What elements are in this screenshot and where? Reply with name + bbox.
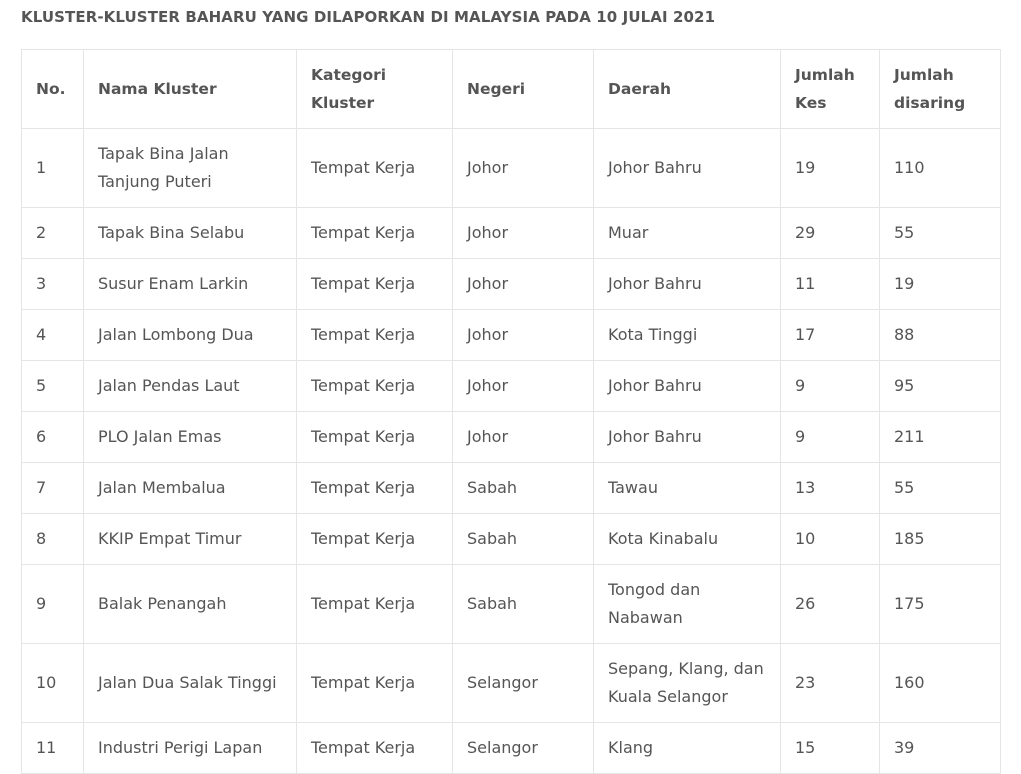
cell-negeri: Johor <box>453 208 594 259</box>
table-row <box>22 208 1001 259</box>
cell-jumlah-disaring: 55 <box>880 463 1001 514</box>
table-row <box>22 723 1001 774</box>
cell-negeri: Sabah <box>453 565 594 644</box>
cell-jumlah-disaring: 211 <box>880 412 1001 463</box>
cell-kategori-kluster: Tempat Kerja <box>297 723 453 774</box>
table-row <box>22 463 1001 514</box>
cell-jumlah-kes: 9 <box>781 361 880 412</box>
header-jumlah-disaring: Jumlah disaring <box>880 50 1001 129</box>
cell-daerah: Tawau <box>594 463 781 514</box>
table-row <box>22 565 1001 644</box>
cell-jumlah-kes: 17 <box>781 310 880 361</box>
cell-daerah: Johor Bahru <box>594 259 781 310</box>
cell-no: 3 <box>22 259 84 310</box>
cell-kategori-kluster: Tempat Kerja <box>297 644 453 723</box>
table-header-row <box>22 50 1001 129</box>
cell-jumlah-disaring: 39 <box>880 723 1001 774</box>
cell-negeri: Johor <box>453 259 594 310</box>
header-nama-kluster: Nama Kluster <box>84 50 297 129</box>
cell-jumlah-disaring: 110 <box>880 129 1001 208</box>
cell-daerah: Muar <box>594 208 781 259</box>
cell-kategori-kluster: Tempat Kerja <box>297 565 453 644</box>
cell-no: 1 <box>22 129 84 208</box>
cell-nama-kluster: Industri Perigi Lapan <box>84 723 297 774</box>
cell-negeri: Selangor <box>453 723 594 774</box>
table-row <box>22 259 1001 310</box>
cell-jumlah-disaring: 19 <box>880 259 1001 310</box>
cell-nama-kluster: KKIP Empat Timur <box>84 514 297 565</box>
cell-nama-kluster: Balak Penangah <box>84 565 297 644</box>
cell-kategori-kluster: Tempat Kerja <box>297 514 453 565</box>
cell-nama-kluster: Jalan Lombong Dua <box>84 310 297 361</box>
cell-daerah: Kota Tinggi <box>594 310 781 361</box>
cell-no: 6 <box>22 412 84 463</box>
cell-no: 9 <box>22 565 84 644</box>
cell-kategori-kluster: Tempat Kerja <box>297 361 453 412</box>
cluster-table <box>21 49 1001 774</box>
cell-daerah: Klang <box>594 723 781 774</box>
cell-jumlah-kes: 13 <box>781 463 880 514</box>
cell-negeri: Johor <box>453 310 594 361</box>
table-row <box>22 129 1001 208</box>
cell-jumlah-kes: 26 <box>781 565 880 644</box>
cell-nama-kluster: Jalan Dua Salak Tinggi <box>84 644 297 723</box>
cell-daerah: Johor Bahru <box>594 361 781 412</box>
header-negeri: Negeri <box>453 50 594 129</box>
cell-kategori-kluster: Tempat Kerja <box>297 208 453 259</box>
cell-no: 7 <box>22 463 84 514</box>
cell-jumlah-kes: 9 <box>781 412 880 463</box>
cell-nama-kluster: PLO Jalan Emas <box>84 412 297 463</box>
cell-kategori-kluster: Tempat Kerja <box>297 463 453 514</box>
cell-jumlah-kes: 11 <box>781 259 880 310</box>
cell-negeri: Johor <box>453 412 594 463</box>
cell-kategori-kluster: Tempat Kerja <box>297 259 453 310</box>
header-jumlah-kes: Jumlah Kes <box>781 50 880 129</box>
table-row <box>22 514 1001 565</box>
cell-no: 2 <box>22 208 84 259</box>
cell-daerah: Johor Bahru <box>594 129 781 208</box>
header-no: No. <box>22 50 84 129</box>
cell-jumlah-kes: 19 <box>781 129 880 208</box>
cell-negeri: Selangor <box>453 644 594 723</box>
cell-no: 5 <box>22 361 84 412</box>
cell-daerah: Johor Bahru <box>594 412 781 463</box>
cell-kategori-kluster: Tempat Kerja <box>297 412 453 463</box>
cell-jumlah-disaring: 88 <box>880 310 1001 361</box>
cell-no: 11 <box>22 723 84 774</box>
cell-nama-kluster: Susur Enam Larkin <box>84 259 297 310</box>
cell-kategori-kluster: Tempat Kerja <box>297 310 453 361</box>
cell-no: 8 <box>22 514 84 565</box>
cell-jumlah-kes: 23 <box>781 644 880 723</box>
cell-daerah: Tongod dan Nabawan <box>594 565 781 644</box>
cell-daerah: Kota Kinabalu <box>594 514 781 565</box>
cell-no: 10 <box>22 644 84 723</box>
cell-jumlah-kes: 15 <box>781 723 880 774</box>
cell-nama-kluster: Jalan Pendas Laut <box>84 361 297 412</box>
cell-jumlah-disaring: 175 <box>880 565 1001 644</box>
header-daerah: Daerah <box>594 50 781 129</box>
cell-negeri: Johor <box>453 361 594 412</box>
table-row <box>22 412 1001 463</box>
cell-daerah: Sepang, Klang, dan Kuala Selangor <box>594 644 781 723</box>
cell-jumlah-disaring: 55 <box>880 208 1001 259</box>
table-row <box>22 361 1001 412</box>
cell-jumlah-kes: 29 <box>781 208 880 259</box>
cell-jumlah-disaring: 185 <box>880 514 1001 565</box>
cell-nama-kluster: Tapak Bina Jalan Tanjung Puteri <box>84 129 297 208</box>
cell-jumlah-kes: 10 <box>781 514 880 565</box>
cell-jumlah-disaring: 160 <box>880 644 1001 723</box>
table-row <box>22 644 1001 723</box>
header-kategori-kluster: Kategori Kluster <box>297 50 453 129</box>
cell-negeri: Sabah <box>453 463 594 514</box>
cell-kategori-kluster: Tempat Kerja <box>297 129 453 208</box>
cell-nama-kluster: Tapak Bina Selabu <box>84 208 297 259</box>
cell-negeri: Johor <box>453 129 594 208</box>
cell-nama-kluster: Jalan Membalua <box>84 463 297 514</box>
cell-jumlah-disaring: 95 <box>880 361 1001 412</box>
table-row <box>22 310 1001 361</box>
cell-negeri: Sabah <box>453 514 594 565</box>
page-title: KLUSTER-KLUSTER BAHARU YANG DILAPORKAN DI MALAYSIA PADA 10 JULAI 2021 <box>21 8 716 26</box>
cell-no: 4 <box>22 310 84 361</box>
